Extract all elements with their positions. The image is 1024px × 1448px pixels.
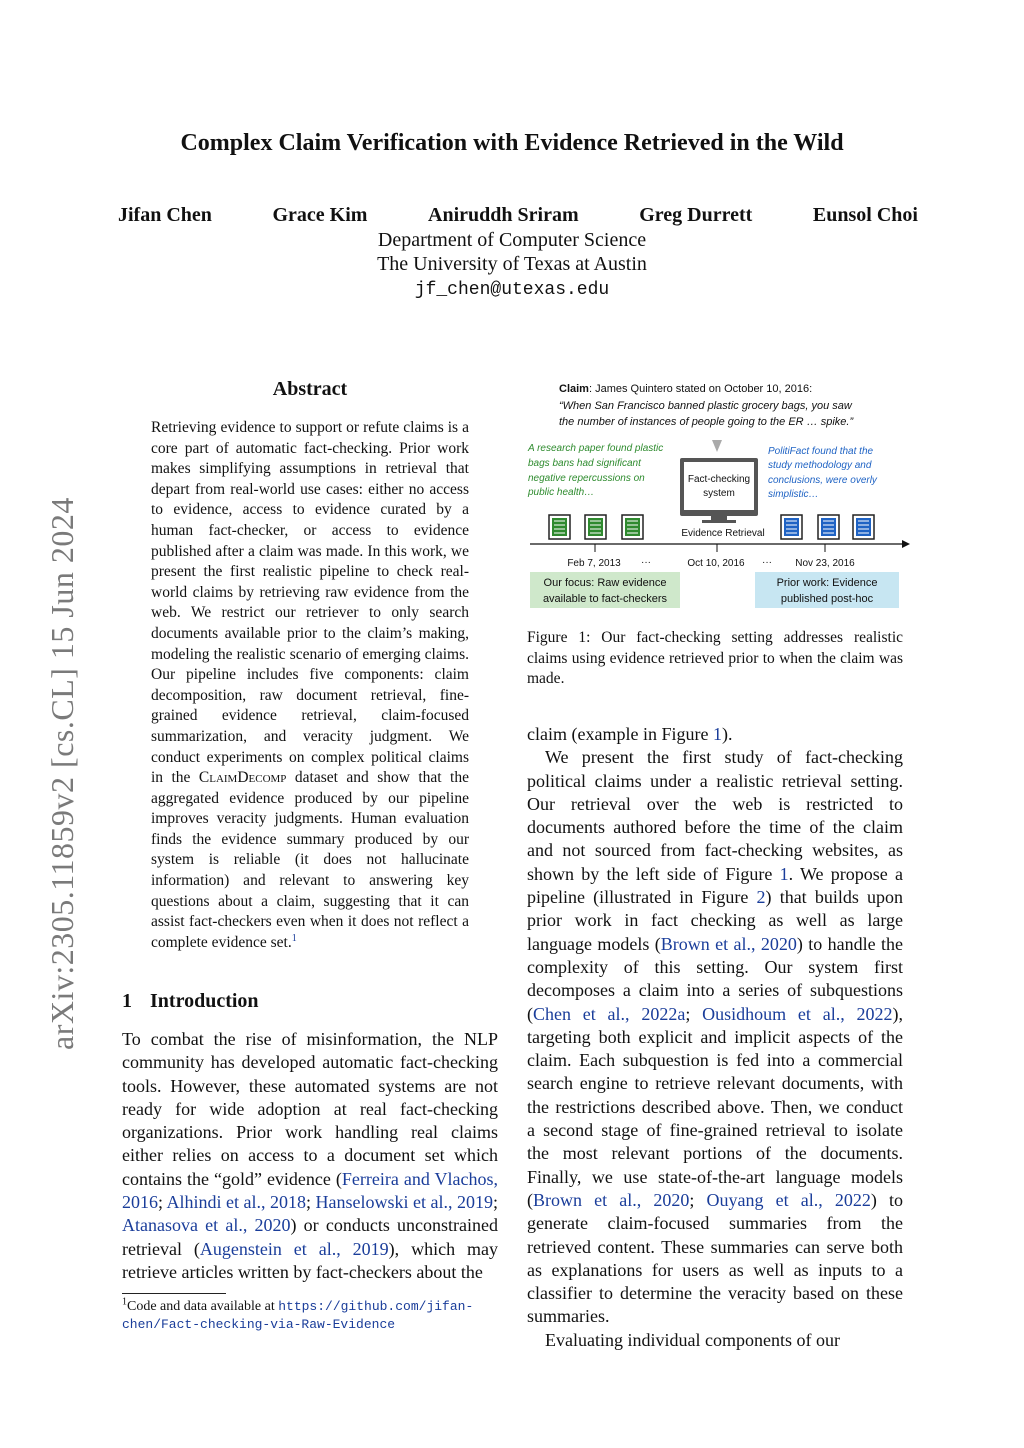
svg-text:Our focus: Raw evidence: Our focus: Raw evidence <box>543 577 667 589</box>
body-paragraph: Evaluating individual components of our <box>545 1329 840 1350</box>
svg-text:PolitiFact found that the: PolitiFact found that the <box>768 446 874 457</box>
document-icon <box>585 515 606 539</box>
body-text: ) that builds upon prior work in fact checking as well as large language models ( <box>527 887 903 954</box>
citation-link[interactable]: Brown et al., 2020 <box>660 933 797 954</box>
citation-link[interactable]: Alhindi et al., 2018 <box>166 1192 306 1213</box>
author-name: Greg Durrett <box>639 204 753 226</box>
affiliation-department: Department of Computer Science <box>377 229 647 251</box>
affiliation-university: The University of Texas at Austin <box>377 253 647 275</box>
prior-work-box <box>755 572 899 608</box>
abstract-heading: Abstract <box>272 378 348 400</box>
svg-text:A research paper found plastic: A research paper found plastic <box>528 443 664 454</box>
body-text: claim (example in Figure <box>527 724 713 744</box>
intro-paragraph <box>122 1028 498 1284</box>
timeline-date: Feb 7, 2013 <box>567 558 621 569</box>
footnote-divider <box>122 1293 226 1294</box>
figure-reference-link[interactable]: 2 <box>756 887 766 908</box>
footnote-text: Code and data available at <box>127 1299 279 1314</box>
body-text: ), targeting both explicit and implicit aspects of the claim. Each subquestion is fed into a commercial search engine to retrieve relevant documents, with the restrictions described above. Then, we conduct a second stage of fine-grained retrieval to isolate the most relevant portions of the documents. Finally, we use state-of-the-art language models ( <box>527 1003 903 1210</box>
monitor-icon <box>680 458 758 523</box>
citation-link[interactable]: Ferreira and Vlachos, 2016 <box>122 1168 498 1213</box>
author-name: Eunsol Choi <box>812 204 918 226</box>
retrieval-label: Evidence Retrieval <box>681 528 765 539</box>
arxiv-identifier: arXiv:2305.11859v2 [cs.CL] 15 Jun 2024 <box>44 497 80 1050</box>
svg-text:bags bans had significant: bags bans had significant <box>528 458 641 469</box>
footnote-number: 1 <box>122 1296 127 1308</box>
document-icon <box>781 515 802 539</box>
right-column-text <box>527 723 903 1352</box>
svg-text:simplistic…: simplistic… <box>768 489 819 500</box>
citation-link[interactable]: Ouyang et al., 2022 <box>706 1189 871 1210</box>
svg-text:Prior work: Evidence: Prior work: Evidence <box>776 577 878 589</box>
body-text: ) to handle the complexity of this setting. Our system first decomposes a claim into a series of subquestions ( <box>527 933 903 1024</box>
timeline-date: Nov 23, 2016 <box>795 558 855 569</box>
figure-reference-link[interactable]: 1 <box>712 724 722 744</box>
right-evidence-note <box>768 446 878 500</box>
svg-text:study methodology and: study methodology and <box>768 460 872 471</box>
section-title: Introduction <box>150 990 259 1012</box>
citation-link[interactable]: Atanasova et al., 2020 <box>122 1215 291 1236</box>
body-text: ). <box>721 724 733 744</box>
system-label: Fact-checking <box>687 474 751 485</box>
abstract-text: Retrieving evidence to support or refute claims is a core part of automatic fact-checking. Prior work makes simplifying assumptions in retrieval that depart from real-world use cases: either no access to evidence, access to evidence curated by a human fact-checker, or access to evidence published after a claim was made. In this work, we present the first realistic pipeline to check real-world claims by retrieving raw evidence from the web. We restrict our retriever to only search documents available prior to the claim’s making, modeling the realistic scenario of emerging claims. Our pipeline includes five components: claim decomposition, raw document retrieval, fine-grained evidence retrieval, claim-focused summarization, and veracity judgment. We conduct experiments on complex political claims in the <box>151 419 469 787</box>
document-icon <box>853 515 874 539</box>
citation-link[interactable]: Chen et al., 2022a <box>533 1003 686 1024</box>
focus-box <box>530 572 680 608</box>
citation-link[interactable]: Hanselowski et al., 2019 <box>315 1192 493 1213</box>
body-text: ; <box>492 1192 498 1213</box>
body-text: ) or conducts unconstrained retrieval ( <box>122 1215 498 1259</box>
down-arrow-icon <box>712 440 722 452</box>
left-evidence-note <box>527 443 663 498</box>
svg-text:negative repercussions on: negative repercussions on <box>528 473 645 484</box>
system-label: system <box>703 488 735 499</box>
citation-link[interactable]: Brown et al., 2020 <box>533 1189 690 1210</box>
body-text: ), which may retrieve articles written by fact-checkers about the <box>122 1238 498 1282</box>
body-text: . We propose a pipeline (illustrated in Figure <box>527 863 903 908</box>
body-text: ; <box>689 1189 707 1210</box>
author-email: jf_chen@utexas.edu <box>414 280 610 300</box>
claim-quote: “When San Francisco banned plastic grocery bags, you saw <box>559 400 852 412</box>
timeline-ellipsis: ··· <box>641 557 651 568</box>
abstract-body <box>151 418 469 953</box>
figure-reference-link[interactable]: 1 <box>779 863 789 884</box>
paper-title: Complex Claim Verification with Evidence Retrieved in the Wild <box>180 130 844 156</box>
citation-link[interactable]: Ousidhoum et al., 2022 <box>702 1003 893 1024</box>
body-text: To combat the rise of misinformation, the NLP community has developed automatic fact-checking tools. However, these automated systems are not ready for wide adoption at real fact-checking organizations. Prior work handling real claims either relies on access to a document set which contains the “gold” evidence ( <box>122 1029 498 1189</box>
section-number: 1 <box>122 990 132 1012</box>
code-url-link[interactable]: https://github.com/jifan-chen/Fact-checking-via-Raw-Evidence <box>122 1299 474 1332</box>
footnote-marker[interactable]: 1 <box>291 932 297 944</box>
claim-intro: Claim: James Quintero stated on October 10, 2016: <box>559 383 813 395</box>
author-list <box>118 204 918 227</box>
body-text: ; <box>306 1192 316 1213</box>
body-text: ; <box>158 1192 167 1213</box>
document-icon <box>818 515 839 539</box>
timeline-axis <box>530 540 910 552</box>
timeline-date: Oct 10, 2016 <box>687 558 745 569</box>
document-icon <box>622 515 643 539</box>
svg-text:public health…: public health… <box>528 487 595 498</box>
svg-text:available to fact-checkers: available to fact-checkers <box>542 593 668 605</box>
body-text: ) to generate claim-focused summaries from the retrieved content. These summaries can serve both as explanations for users as well as inputs to a classifier to determine the veracity based on these summaries. <box>527 1189 903 1327</box>
document-icon <box>549 515 570 539</box>
dataset-name: ClaimDecomp <box>198 769 287 787</box>
body-text: ; <box>685 1003 703 1024</box>
footnote <box>122 1298 498 1334</box>
citation-link[interactable]: Augenstein et al., 2019 <box>199 1238 389 1259</box>
author-name: Jifan Chen <box>118 204 212 226</box>
author-name: Aniruddh Sriram <box>428 204 579 226</box>
body-text: We present the first study of fact-checking political claims under a realistic retrieval setting. Our retrieval over the web is restricted to documents authored before the time of the claim and not sourced from fact-checking websites, as shown by the left side of Figure <box>527 747 903 884</box>
abstract-text: dataset and show that the aggregated evidence produced by our pipeline improves veracity judgments. Human evaluation finds the evidence summary produced by our system is reliable (it does not hallucinate information) and relevant to answering key questions about a claim, suggesting that it can assist fact-checkers even when it does not reflect a complete evidence set. <box>151 769 469 951</box>
author-name: Grace Kim <box>272 204 368 226</box>
section-heading <box>122 990 259 1013</box>
timeline-ellipsis: ··· <box>762 557 772 568</box>
svg-text:published post-hoc: published post-hoc <box>780 593 874 605</box>
claim-quote: the number of instances of people going to the ER … spike.” <box>559 416 854 428</box>
figure-caption: Figure 1: Our fact-checking setting addresses realistic claims using evidence retrieved prior to when the claim was made. <box>527 629 903 688</box>
svg-text:conclusions, were overly: conclusions, were overly <box>768 475 877 486</box>
figure-1-diagram <box>522 376 912 616</box>
